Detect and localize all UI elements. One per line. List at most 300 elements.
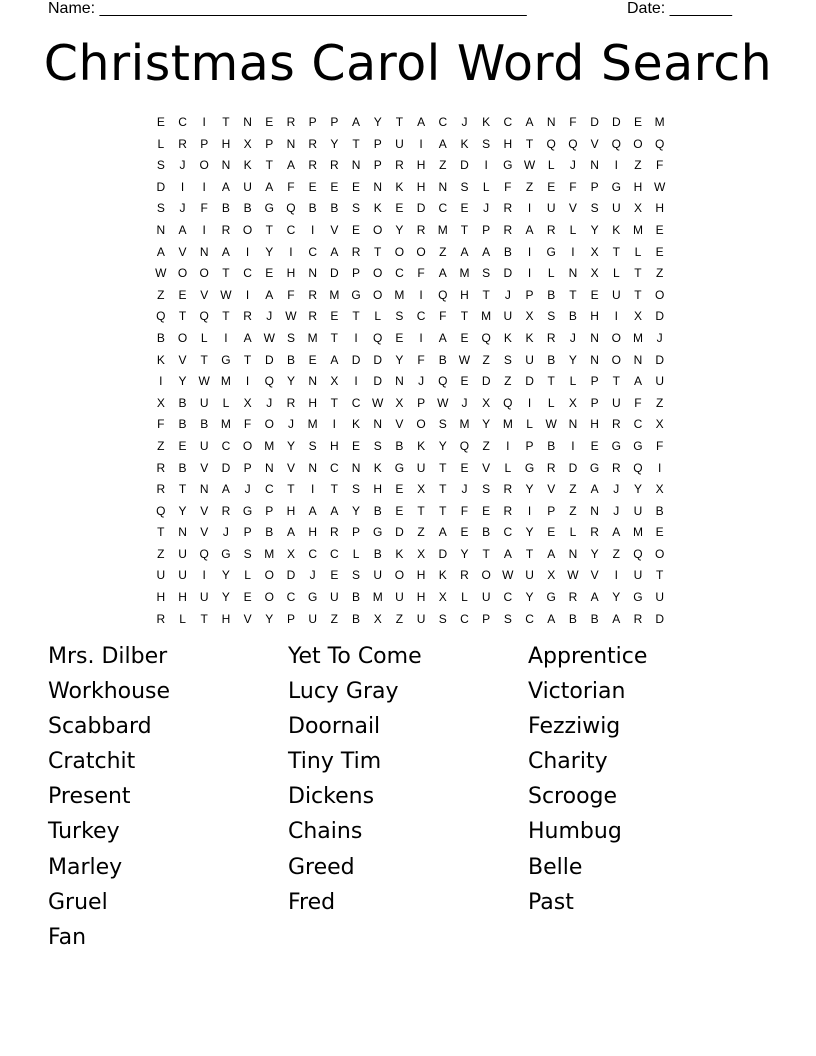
grid-letter: L <box>374 309 382 324</box>
grid-letter: H <box>286 266 296 281</box>
grid-letter: F <box>200 201 208 216</box>
grid-letter: R <box>611 460 621 475</box>
grid-letter: V <box>243 611 252 626</box>
grid-letter: C <box>633 417 643 432</box>
grid-letter: R <box>286 395 296 410</box>
grid-letter: C <box>330 460 339 475</box>
grid-letter: X <box>243 395 252 410</box>
grid-letter: L <box>569 374 577 389</box>
grid-letter: E <box>156 115 165 129</box>
grid-letter: U <box>481 590 491 605</box>
grid-letter: H <box>178 590 187 605</box>
grid-letter: T <box>330 395 339 410</box>
grid-letter: Z <box>157 438 165 453</box>
grid-letter: R <box>546 330 556 345</box>
grid-letter: J <box>504 287 511 302</box>
grid-letter: L <box>526 417 533 432</box>
grid-letter: E <box>655 222 664 237</box>
grid-letter: P <box>590 179 599 194</box>
grid-letter: P <box>286 611 295 626</box>
grid-letter: M <box>394 287 405 302</box>
grid-letter: A <box>265 179 274 194</box>
grid-letter: B <box>373 503 382 518</box>
grid-letter: Y <box>330 136 339 151</box>
grid-letter: U <box>308 611 317 626</box>
grid-letter: X <box>655 417 664 432</box>
grid-letter: R <box>286 115 296 129</box>
grid-letter: I <box>571 244 575 259</box>
grid-letter: S <box>352 482 361 497</box>
grid-letter: W <box>567 568 579 583</box>
grid-letter: N <box>199 244 209 259</box>
grid-letter: Z <box>569 503 577 518</box>
grid-letter: U <box>395 590 404 605</box>
date-field-label: Date: _______ <box>627 0 732 17</box>
word-list-item: Scabbard <box>48 714 152 740</box>
grid-letter: H <box>416 158 426 173</box>
grid-letter: W <box>653 179 666 194</box>
grid-row <box>150 609 672 631</box>
grid-letter: V <box>200 503 209 518</box>
grid-letter: R <box>503 222 513 237</box>
grid-letter: I <box>527 266 532 281</box>
grid-letter: K <box>352 417 361 432</box>
grid-letter: U <box>503 309 513 324</box>
grid-letter: N <box>178 525 187 540</box>
grid-letter: T <box>439 460 447 475</box>
grid-letter: K <box>417 438 426 453</box>
grid-letter: S <box>243 546 252 561</box>
grid-letter: O <box>264 590 274 605</box>
grid-letter: T <box>222 309 230 324</box>
grid-letter: L <box>569 525 577 540</box>
grid-letter: B <box>568 611 577 626</box>
grid-letter: I <box>159 374 163 389</box>
grid-letter: A <box>286 525 295 540</box>
grid-letter: R <box>351 244 361 259</box>
grid-letter: Z <box>504 374 512 389</box>
grid-row <box>150 565 672 587</box>
grid-letter: D <box>373 374 383 389</box>
grid-letter: U <box>156 568 166 583</box>
grid-letter: M <box>459 266 470 281</box>
grid-letter: O <box>611 330 621 345</box>
grid-letter: K <box>612 222 621 237</box>
grid-letter: N <box>590 503 599 518</box>
grid-letter: R <box>611 417 621 432</box>
grid-letter: Q <box>199 309 209 324</box>
grid-letter: Y <box>482 417 491 432</box>
grid-letter: P <box>590 374 599 389</box>
grid-letter: C <box>438 201 448 216</box>
grid-letter: K <box>438 568 447 583</box>
grid-letter: N <box>633 352 643 367</box>
grid-letter: Q <box>156 503 166 518</box>
grid-letter: Z <box>655 395 664 410</box>
grid-letter: X <box>482 395 491 410</box>
grid-letter: U <box>199 590 209 605</box>
grid-letter: V <box>482 460 491 475</box>
grid-letter: Y <box>568 352 577 367</box>
letter-grid <box>150 112 672 630</box>
word-list-item: Fred <box>288 889 336 915</box>
grid-letter: J <box>569 158 576 173</box>
grid-letter: G <box>394 460 405 475</box>
grid-row <box>150 458 672 480</box>
grid-letter: U <box>178 546 187 561</box>
grid-letter: X <box>590 244 599 259</box>
grid-letter: U <box>633 503 643 518</box>
grid-letter: H <box>416 590 426 605</box>
grid-letter: Y <box>352 503 361 518</box>
grid-letter: M <box>264 546 275 561</box>
grid-letter: R <box>546 460 556 475</box>
grid-letter: Y <box>265 611 274 626</box>
word-list-item: Belle <box>528 854 583 880</box>
grid-letter: M <box>220 417 231 432</box>
grid-letter: T <box>460 222 469 237</box>
grid-letter: M <box>372 590 383 605</box>
grid-row <box>150 371 672 393</box>
grid-letter: L <box>222 395 230 410</box>
grid-letter: D <box>416 201 426 216</box>
grid-letter: Z <box>330 611 339 626</box>
grid-letter: B <box>438 352 447 367</box>
grid-letter: P <box>525 287 534 302</box>
word-list-item: Present <box>48 784 131 810</box>
grid-letter: B <box>482 525 491 540</box>
grid-letter: R <box>308 136 317 151</box>
grid-letter: B <box>655 503 664 518</box>
grid-letter: A <box>438 525 447 540</box>
grid-letter: U <box>655 590 664 605</box>
grid-letter: G <box>546 244 556 259</box>
grid-letter: A <box>330 503 339 518</box>
grid-letter: F <box>504 179 512 194</box>
grid-letter: N <box>351 460 361 475</box>
grid-letter: N <box>308 460 317 475</box>
grid-letter: N <box>590 330 599 345</box>
grid-letter: V <box>330 222 339 237</box>
grid-letter: B <box>221 201 230 216</box>
grid-letter: C <box>503 525 513 540</box>
grid-row <box>150 242 672 264</box>
grid-letter: E <box>352 179 361 194</box>
grid-letter: Q <box>264 374 274 389</box>
grid-letter: A <box>221 179 230 194</box>
grid-letter: Q <box>199 546 209 561</box>
grid-letter: G <box>589 460 600 475</box>
grid-letter: I <box>310 222 315 237</box>
grid-letter: C <box>525 611 534 626</box>
grid-letter: F <box>655 158 664 173</box>
grid-letter: T <box>460 309 469 324</box>
grid-row <box>150 285 672 307</box>
grid-letter: E <box>547 179 556 194</box>
grid-letter: I <box>332 417 337 432</box>
grid-letter: K <box>482 115 491 129</box>
grid-letter: N <box>286 136 296 151</box>
grid-letter: K <box>373 201 382 216</box>
grid-letter: B <box>243 201 252 216</box>
grid-letter: T <box>417 503 425 518</box>
grid-letter: V <box>178 244 187 259</box>
grid-letter: N <box>351 158 361 173</box>
grid-letter: S <box>156 158 165 173</box>
grid-letter: V <box>200 287 209 302</box>
grid-letter: G <box>633 590 643 605</box>
grid-letter: A <box>460 244 469 259</box>
grid-letter: E <box>395 330 404 345</box>
name-date-line <box>48 0 748 20</box>
grid-letter: P <box>352 266 361 281</box>
word-list-item: Charity <box>528 749 608 775</box>
grid-letter: P <box>590 395 599 410</box>
grid-letter: J <box>287 417 294 432</box>
grid-letter: A <box>612 525 621 540</box>
word-list-item: Fezziwig <box>528 714 621 740</box>
grid-letter: R <box>503 482 513 497</box>
grid-letter: D <box>156 179 166 194</box>
grid-letter: E <box>330 309 339 324</box>
grid-letter: T <box>482 287 490 302</box>
grid-letter: T <box>352 309 360 324</box>
grid-letter: U <box>416 611 426 626</box>
grid-letter: E <box>395 503 404 518</box>
grid-letter: X <box>438 590 447 605</box>
grid-letter: H <box>590 309 599 324</box>
grid-letter: E <box>590 287 599 302</box>
grid-letter: P <box>352 525 361 540</box>
grid-letter: R <box>395 158 404 173</box>
grid-letter: E <box>308 179 317 194</box>
grid-letter: B <box>547 438 556 453</box>
grid-letter: F <box>243 417 252 432</box>
word-list-item: Doornail <box>288 714 381 740</box>
grid-letter: V <box>590 568 599 583</box>
grid-letter: T <box>439 482 447 497</box>
grid-letter: A <box>330 352 339 367</box>
grid-letter: P <box>265 503 274 518</box>
grid-letter: U <box>546 201 556 216</box>
grid-letter: G <box>611 179 621 194</box>
grid-letter: A <box>265 287 274 302</box>
grid-letter: A <box>633 374 642 389</box>
grid-letter: T <box>330 330 339 345</box>
grid-letter: F <box>569 179 577 194</box>
grid-letter: D <box>460 158 469 173</box>
grid-letter: O <box>199 158 209 173</box>
grid-letter: X <box>330 374 339 389</box>
grid-letter: A <box>417 115 426 129</box>
grid-letter: I <box>419 136 423 151</box>
grid-letter: T <box>265 222 273 237</box>
grid-row <box>150 479 672 501</box>
grid-letter: S <box>503 352 512 367</box>
grid-letter: M <box>481 309 492 324</box>
grid-letter: J <box>613 503 620 518</box>
grid-letter: J <box>179 201 186 216</box>
grid-letter: F <box>417 266 425 281</box>
grid-letter: D <box>611 115 621 129</box>
grid-letter: I <box>202 115 206 129</box>
grid-letter: T <box>222 115 230 129</box>
grid-letter: B <box>352 590 361 605</box>
grid-letter: O <box>654 287 665 302</box>
grid-letter: B <box>547 287 556 302</box>
name-field-label: Name: ________________________________________________ <box>48 0 527 17</box>
grid-letter: I <box>202 568 206 583</box>
grid-letter: Z <box>634 158 642 173</box>
grid-letter: N <box>221 158 231 173</box>
grid-letter: T <box>439 503 447 518</box>
grid-letter: X <box>373 611 382 626</box>
grid-letter: T <box>222 266 230 281</box>
grid-letter: L <box>569 222 577 237</box>
grid-letter: Z <box>612 546 620 561</box>
grid-letter: R <box>568 590 578 605</box>
grid-letter: K <box>525 330 534 345</box>
grid-letter: X <box>633 201 642 216</box>
grid-letter: U <box>611 287 621 302</box>
grid-letter: I <box>614 309 618 324</box>
grid-letter: U <box>416 460 426 475</box>
grid-letter: F <box>287 179 295 194</box>
grid-letter: D <box>525 374 534 389</box>
grid-letter: V <box>200 525 209 540</box>
grid-letter: I <box>484 158 488 173</box>
grid-letter: G <box>524 460 535 475</box>
grid-letter: R <box>308 158 317 173</box>
grid-letter: A <box>438 330 447 345</box>
grid-letter: E <box>352 438 361 453</box>
grid-letter: Q <box>654 136 665 151</box>
grid-letter: M <box>307 417 318 432</box>
grid-letter: U <box>611 201 621 216</box>
grid-letter: Y <box>525 590 534 605</box>
grid-letter: G <box>242 503 253 518</box>
grid-letter: M <box>632 525 643 540</box>
grid-letter: G <box>633 438 643 453</box>
grid-letter: C <box>330 546 339 561</box>
grid-letter: T <box>569 287 577 302</box>
grid-letter: E <box>395 201 404 216</box>
grid-letter: I <box>245 244 250 259</box>
grid-letter: N <box>568 546 578 561</box>
grid-letter: A <box>221 482 230 497</box>
grid-letter: E <box>482 503 491 518</box>
grid-letter: R <box>156 482 166 497</box>
grid-letter: K <box>243 158 252 173</box>
grid-letter: K <box>373 460 382 475</box>
grid-letter: B <box>265 525 274 540</box>
grid-letter: N <box>546 115 556 129</box>
grid-letter: A <box>286 158 295 173</box>
grid-letter: S <box>460 179 469 194</box>
grid-letter: B <box>178 417 187 432</box>
grid-letter: L <box>244 568 251 583</box>
grid-letter: C <box>416 309 426 324</box>
grid-letter: S <box>156 201 165 216</box>
grid-letter: F <box>157 417 165 432</box>
grid-letter: H <box>633 179 643 194</box>
grid-letter: W <box>502 568 514 583</box>
grid-letter: Z <box>482 438 490 453</box>
grid-letter: B <box>156 330 165 345</box>
grid-letter: C <box>178 115 187 129</box>
grid-letter: T <box>612 374 620 389</box>
grid-letter: S <box>482 266 491 281</box>
grid-letter: X <box>547 568 556 583</box>
grid-row <box>150 220 672 242</box>
word-list-item: Humbug <box>528 819 622 845</box>
grid-letter: A <box>525 115 534 129</box>
grid-letter: X <box>156 395 165 410</box>
grid-letter: T <box>612 244 620 259</box>
word-list-item: Yet To Come <box>288 644 422 669</box>
grid-letter: S <box>482 136 491 151</box>
grid-letter: M <box>307 330 318 345</box>
grid-letter: F <box>417 352 425 367</box>
grid-letter: L <box>634 244 642 259</box>
grid-letter: O <box>242 438 253 453</box>
grid-letter: A <box>547 546 556 561</box>
grid-letter: T <box>243 352 252 367</box>
grid-letter: P <box>373 158 382 173</box>
grid-letter: H <box>416 568 426 583</box>
grid-row <box>150 350 672 372</box>
grid-letter: U <box>373 568 383 583</box>
grid-row <box>150 263 672 285</box>
grid-letter: A <box>438 266 447 281</box>
grid-letter: O <box>416 417 426 432</box>
grid-letter: R <box>308 309 317 324</box>
grid-letter: R <box>330 525 339 540</box>
grid-letter: N <box>156 222 166 237</box>
grid-letter: J <box>179 158 186 173</box>
grid-letter: O <box>373 266 383 281</box>
grid-letter: G <box>546 590 556 605</box>
grid-letter: G <box>264 201 274 216</box>
grid-letter: Y <box>395 222 404 237</box>
grid-letter: C <box>221 438 231 453</box>
grid-letter: E <box>633 115 642 129</box>
grid-letter: O <box>373 287 383 302</box>
grid-letter: J <box>461 482 468 497</box>
grid-letter: U <box>611 395 621 410</box>
grid-letter: C <box>503 115 513 129</box>
grid-letter: W <box>155 266 167 281</box>
grid-letter: T <box>287 482 295 497</box>
grid-letter: O <box>654 546 665 561</box>
grid-letter: I <box>310 482 315 497</box>
grid-letter: T <box>482 546 490 561</box>
grid-letter: R <box>633 611 643 626</box>
grid-letter: H <box>373 482 383 497</box>
grid-letter: O <box>177 266 188 281</box>
word-list <box>48 642 768 958</box>
grid-letter: J <box>613 482 620 497</box>
grid-letter: Q <box>156 309 166 324</box>
grid-letter: M <box>459 417 470 432</box>
grid-letter: J <box>309 568 316 583</box>
word-list-item: Tiny Tim <box>288 749 382 775</box>
grid-row <box>150 393 672 415</box>
grid-letter: H <box>416 179 426 194</box>
grid-letter: T <box>525 136 534 151</box>
grid-letter: L <box>482 179 490 194</box>
grid-letter: C <box>308 546 317 561</box>
